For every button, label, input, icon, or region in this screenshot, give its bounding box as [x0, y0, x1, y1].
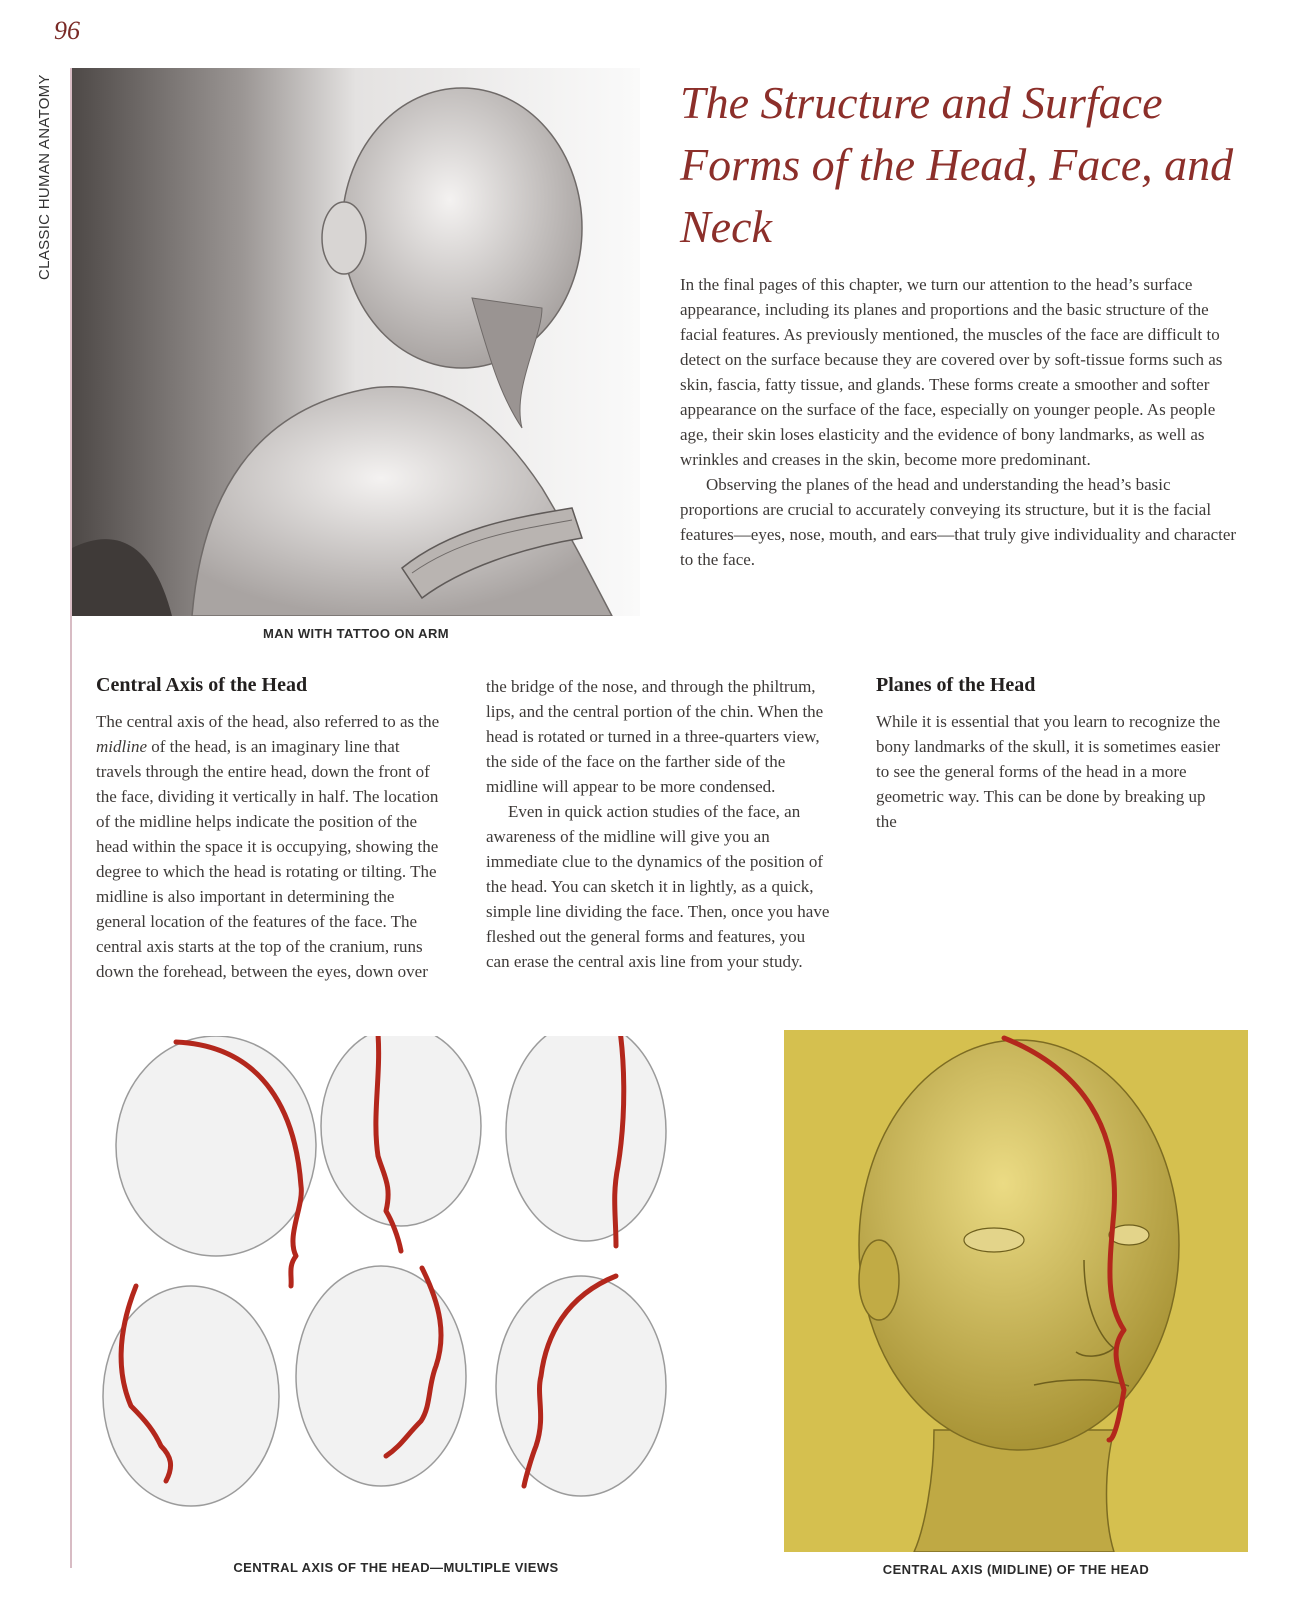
page-title: The Structure and Surface Forms of the Head, Face, and Neck: [680, 77, 1234, 252]
text-run: The central axis of the head, also referred to as the: [96, 712, 440, 731]
midline-caption: CENTRAL AXIS (MIDLINE) OF THE HEAD: [882, 1562, 1150, 1577]
head-view-2: [321, 1036, 481, 1251]
multiple-heads-drawing: [96, 1036, 696, 1548]
head-view-3: [506, 1036, 666, 1246]
head-view-6: [496, 1276, 666, 1496]
body-columns: [96, 674, 1222, 1004]
text-run: of the head, is an imaginary line that travels through the entire head, down the front of the face, dividing it vertically in half. The location of the midline helps indicate the position of the head within the space it is occupying, showing the degree to which the head is rotating or tilting. The midline is also important in determining the general location of the features of the face. The central axis starts at the top of the cranium, runs down the forehead, between the eyes, down over the bridge of the nose, and through the philtrum, lips, and the central portion of the chin. When the head is rotated or turned in a three-quarters view, the side of the face on the farther side of the midline will appear to be more condensed.: [96, 677, 824, 981]
tattoo-caption: MAN WITH TATTOO ON ARM: [263, 626, 449, 641]
man-with-tattoo-illustration: [72, 68, 640, 616]
midline-term: midline: [96, 737, 147, 756]
planes-paragraph-1: While it is essential that you learn to recognize the bony landmarks of the skull, it is sometimes easier to see the general forms of the head in a more geometric way. This can be done by breaking up the: [876, 712, 1221, 831]
multiple-views-illustration: [96, 1036, 696, 1548]
central-axis-heading: Central Axis of the Head: [96, 674, 308, 696]
head-view-1: [116, 1036, 316, 1286]
intro-paragraph-2: Observing the planes of the head and understanding the head’s basic proportions are crucial to accurately conveying its structure, but it is the facial features—eyes, nose, mouth, and ears—that truly give individuality and character to the face.: [680, 475, 1237, 569]
head-view-5: [296, 1266, 466, 1486]
running-head: CLASSIC HUMAN ANATOMY: [36, 74, 53, 280]
tattoo-drawing: [72, 68, 640, 616]
multiple-views-caption: CENTRAL AXIS OF THE HEAD—MULTIPLE VIEWS: [233, 1560, 559, 1575]
midline-illustration: [784, 1030, 1248, 1552]
intro-paragraph-1: In the final pages of this chapter, we turn our attention to the head’s surface appearance, including its planes and proportions and the basic structure of the facial features. As previously mentioned, the muscles of the face are difficult to detect on the surface because they are covered over by soft-tissue forms such as skin, fascia, fatty tissue, and glands. These forms create a smoother and softer appearance on the surface of the face, especially on younger people. As people age, their skin loses elasticity and the evidence of bony landmarks, as well as wrinkles and creases in the skin, become more predominant.: [680, 275, 1223, 469]
page-number: 96: [54, 16, 80, 45]
head-view-4: [103, 1286, 279, 1506]
intro-text: [680, 272, 1240, 572]
midline-head-drawing: [784, 1030, 1248, 1552]
central-axis-paragraph-2: Even in quick action studies of the face, an awareness of the midline will give you an immediate clue to the dynamics of the position of the head. You can sketch it in lightly, as a quick, simple line dividing the face. Then, once you have fleshed out the general forms and features, you can erase the central axis line from your study.: [486, 802, 830, 971]
planes-text: [876, 709, 1222, 834]
planes-heading: Planes of the Head: [876, 674, 1036, 696]
central-axis-text: [96, 674, 832, 1004]
